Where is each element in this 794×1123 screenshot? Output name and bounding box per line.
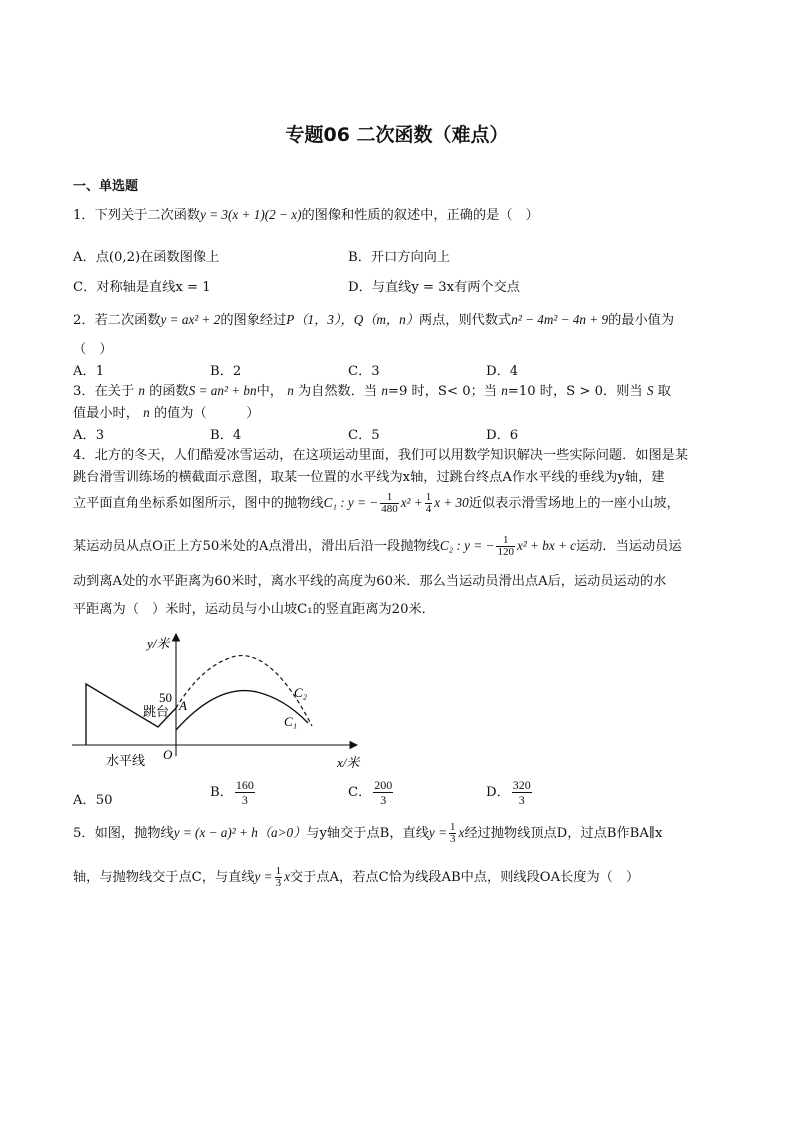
q2-stem-c: 两点，则代数式 xyxy=(418,313,512,328)
y-axis-label: y/米 xyxy=(147,636,170,651)
q3-stem-line2 xyxy=(73,402,259,421)
q5-frac-1-den: 3 xyxy=(449,833,456,845)
q4-option-c-frac xyxy=(373,778,393,807)
q5-frac-1 xyxy=(449,822,457,845)
q2-stem-a: 2．若二次函数 xyxy=(73,313,161,328)
q4-line3-a: 立平面直角坐标系如图所示，图中的抛物线 xyxy=(73,496,324,511)
q4-c1-frac1-den: 480 xyxy=(381,503,398,515)
q4-option-c-prefix: C． xyxy=(348,785,372,800)
q5-line2-a: 轴，与抛物线交于点C，与直线 xyxy=(73,870,255,885)
q4-option-c-den: 3 xyxy=(380,793,387,807)
q3-text-line2: 值最小时， xyxy=(73,406,139,421)
q4-option-c[interactable] xyxy=(348,778,395,807)
q4-c2-frac xyxy=(496,535,515,558)
q2-option-d[interactable]: D．4 xyxy=(486,364,519,379)
q4-c1-frac2-den: 4 xyxy=(425,503,432,515)
q5-line1-b: 与y轴交于点B，直线 xyxy=(306,826,429,841)
q2-expression-1: y = ax² + 2 xyxy=(160,312,221,327)
q1-stem-b: 的图像和性质的叙述中，正确的是（ ） xyxy=(301,208,539,223)
label-50: 50 xyxy=(159,690,172,705)
q1-stem xyxy=(73,204,539,223)
q3-expression: S = an² + bn xyxy=(188,383,257,398)
q5-frac-2-num: 1 xyxy=(275,865,282,877)
label-shuipingxian: 水平线 xyxy=(106,753,146,768)
q5-x-1: x xyxy=(458,825,465,840)
section-heading: 一、单选题 xyxy=(73,179,139,194)
q2-expression-2: n² − 4m² − 4n + 9 xyxy=(511,312,609,327)
q4-c1-lhs: C₁ : y = − xyxy=(323,495,379,510)
q5-line2-b: 交于点A，若点C恰为线段AB中点，则线段OA长度为（ ） xyxy=(289,870,640,885)
q2-paren: （ ） xyxy=(73,342,113,357)
label-c2: C₂ xyxy=(294,685,308,700)
q4-c1-frac1-num: 1 xyxy=(380,492,399,504)
q4-line3 xyxy=(73,492,680,515)
q4-c1-frac2-num: 1 xyxy=(425,491,432,503)
q2-stem-b: 的图象经过 xyxy=(220,313,287,328)
label-point-a: A xyxy=(179,698,187,713)
q4-option-a[interactable]: A．50 xyxy=(73,793,113,808)
q3-var-n-4: n xyxy=(501,383,508,398)
q1-option-d[interactable]: D．与直线y = 3x有两个交点 xyxy=(348,280,520,295)
q4-line6: 平距离为（ ）米时，运动员与小山坡C₁的竖直距离为20米． xyxy=(73,602,435,617)
q4-line5: 动到离A处的水平距离为60米时，离水平线的高度为60米．那么当运动员滑出点A后，运动员运动的水 xyxy=(73,574,667,589)
q2-stem-d: 的最小值为 xyxy=(608,313,675,328)
q4-line4-a: 某运动员从点O正上方50米处的A点滑出，滑出后沿一段抛物线 xyxy=(73,539,440,554)
q4-line3-b: 近似表示滑雪场地上的一座小山坡， xyxy=(468,496,680,511)
q5-line2 xyxy=(73,866,639,889)
q5-frac-1-num: 1 xyxy=(449,821,456,833)
q4-c2-frac-den: 120 xyxy=(497,546,514,558)
q1-option-c[interactable]: C．对称轴是直线x = 1 xyxy=(73,280,211,295)
q3-var-n-3: n xyxy=(381,383,388,398)
q4-option-d-den: 3 xyxy=(518,793,525,807)
q5-line1-a: 5．如图，抛物线 xyxy=(73,826,174,841)
q4-option-b-frac xyxy=(235,778,255,807)
q5-line1-c: 经过抛物线顶点D，过点B作BA∥x xyxy=(464,826,663,841)
page-title: 专题06 二次函数（难点） xyxy=(285,124,509,146)
q3-var-n-5: n xyxy=(143,405,150,420)
q3-text-d: 为自然数．当 xyxy=(298,384,378,399)
q2-points: P（1，3），Q（m，n） xyxy=(286,312,419,327)
q4-line4-b: 运动．当运动员运 xyxy=(576,539,682,554)
q3-text-f: =10 时，S > 0．则当 xyxy=(507,384,643,399)
q4-line4 xyxy=(73,535,682,558)
q4-option-d-prefix: D． xyxy=(486,785,510,800)
q4-c2-frac-num: 1 xyxy=(496,535,515,547)
q3-option-c[interactable]: C．5 xyxy=(348,428,380,443)
q5-line-eq-1: y = xyxy=(428,825,447,840)
q2-stem xyxy=(73,309,674,328)
q4-line1: 4．北方的冬天，人们酷爱冰雪运动，在这项运动里面，我们可以用数学知识解决一些实际问题．如图是某 xyxy=(73,448,689,463)
q4-figure xyxy=(70,630,370,775)
x-axis-label: x/米 xyxy=(337,755,360,770)
q3-text-g: 取 xyxy=(657,384,671,399)
q3-text-line2-b: 的值为（ ） xyxy=(153,406,260,421)
q1-expression: y = 3(x + 1)(2 − x) xyxy=(200,207,302,222)
q4-c2-tail: x² + bx + c xyxy=(516,538,577,553)
q4-option-d[interactable] xyxy=(486,778,534,807)
q3-var-n-2: n xyxy=(287,383,294,398)
q5-x-2: x xyxy=(284,869,290,884)
q4-option-c-num: 200 xyxy=(374,778,393,792)
q4-option-d-frac xyxy=(512,778,532,807)
q4-line2: 跳台滑雪训练场的横截面示意图，取某一位置的水平线为x轴，过跳台终点A作水平线的垂线为y轴，建 xyxy=(73,470,665,485)
q3-text-e: =9 时，S< 0；当 xyxy=(387,384,497,399)
q3-option-a[interactable]: A．3 xyxy=(73,428,105,443)
q4-option-b-den: 3 xyxy=(241,793,248,807)
q5-line-eq-2: y = xyxy=(254,869,273,884)
q4-option-b-num: 160 xyxy=(235,778,254,792)
q5-frac-2-den: 3 xyxy=(275,877,282,889)
q4-option-b-prefix: B． xyxy=(210,785,233,800)
q1-stem-a: 1．下列关于二次函数 xyxy=(73,208,201,223)
q4-option-b[interactable] xyxy=(210,778,257,807)
q3-text-c: 中， xyxy=(256,384,283,399)
label-tiaotai: 跳台 xyxy=(143,704,170,719)
q4-c1-tail: x + 30 xyxy=(434,495,469,510)
q3-stem-line1 xyxy=(73,380,671,399)
q4-option-d-num: 320 xyxy=(512,778,531,792)
label-origin-o: O xyxy=(163,747,173,762)
q2-option-a[interactable]: A．1 xyxy=(73,364,105,379)
q4-c1-frac2 xyxy=(425,492,433,515)
q3-text-b: 的函数 xyxy=(149,384,189,399)
q1-option-b[interactable]: B．开口方向向上 xyxy=(348,250,451,265)
q3-var-s: S xyxy=(646,383,654,398)
q2-option-b[interactable]: B．2 xyxy=(210,364,242,379)
label-c1: C₁ xyxy=(284,714,298,729)
q4-c1-frac1 xyxy=(380,492,399,515)
q1-option-a[interactable]: A．点(0,2)在函数图像上 xyxy=(73,250,220,265)
q3-var-n: n xyxy=(138,383,145,398)
q4-c1-mid: x² + xyxy=(400,495,423,510)
q3-text-a: 3．在关于 xyxy=(73,384,135,399)
q4-c2-lhs: C₂ : y = − xyxy=(439,538,495,553)
q3-option-d[interactable]: D．6 xyxy=(486,428,519,443)
q5-frac-2 xyxy=(275,866,283,889)
q3-option-b[interactable]: B．4 xyxy=(210,428,242,443)
q5-expression: y = (x − a)² + h（a>0） xyxy=(173,825,307,840)
q2-option-c[interactable]: C．3 xyxy=(348,364,380,379)
q5-line1 xyxy=(73,822,662,845)
